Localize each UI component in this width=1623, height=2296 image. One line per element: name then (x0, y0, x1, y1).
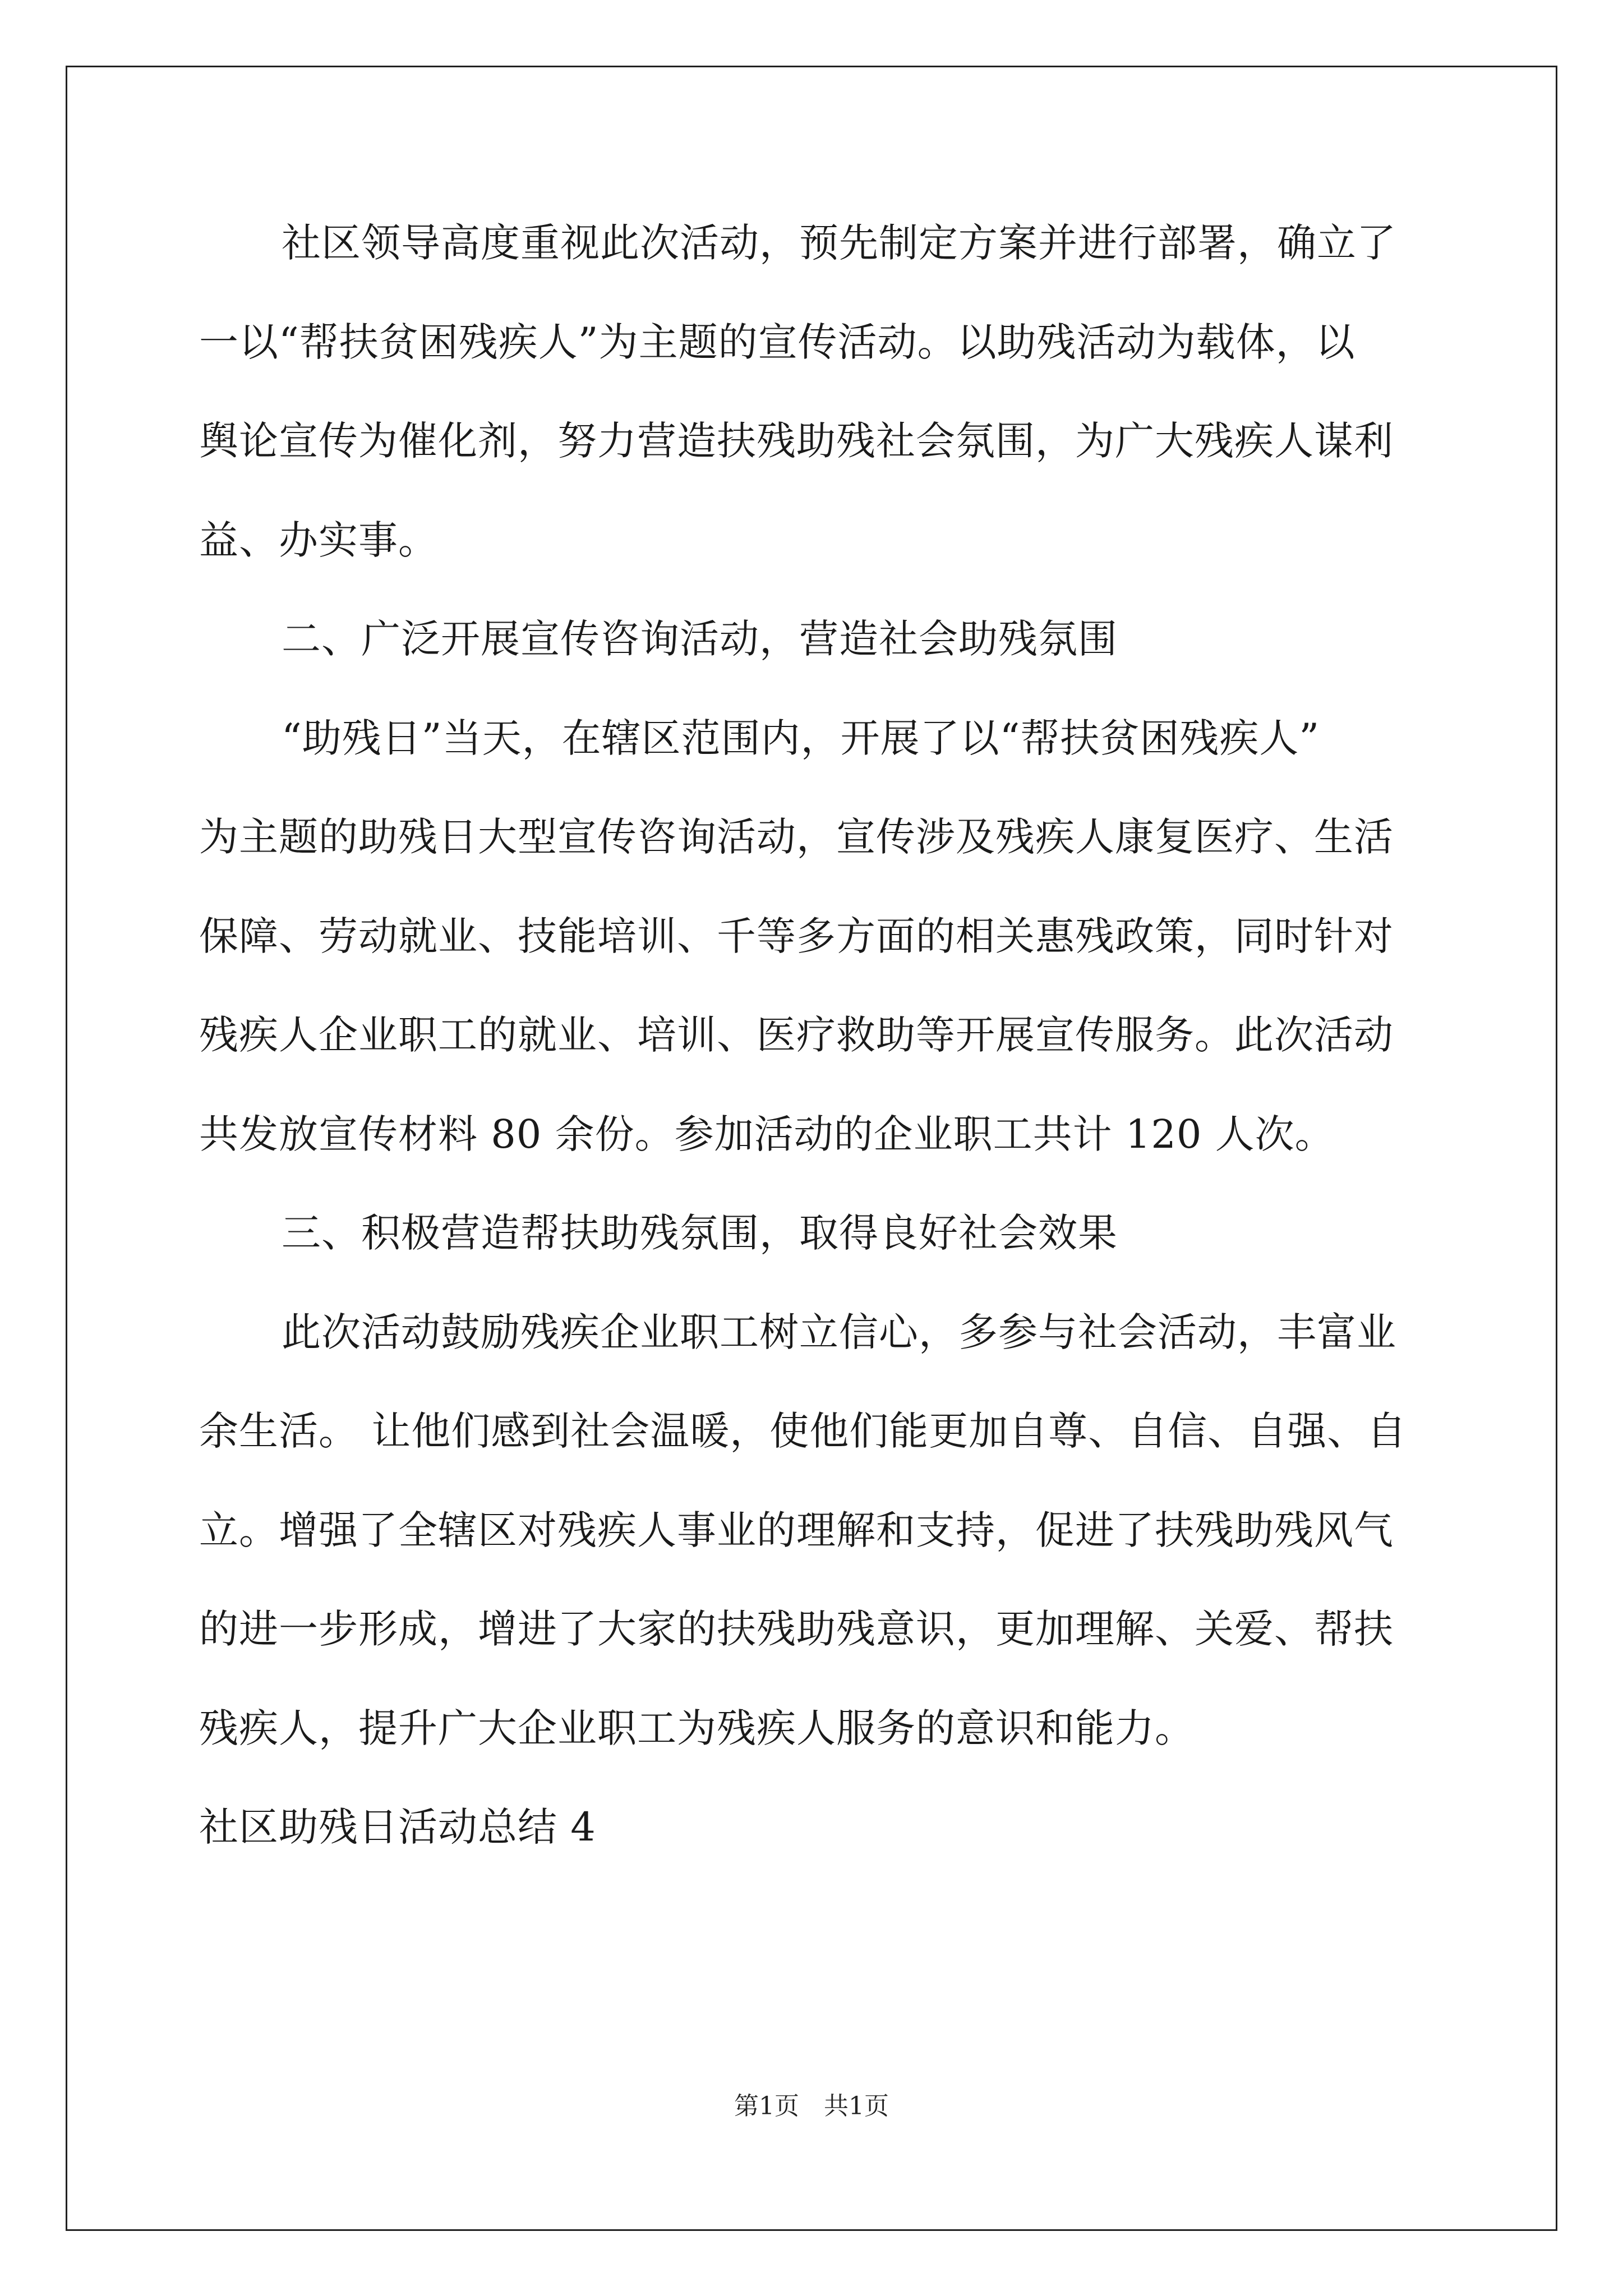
text-line: 立。增强了全辖区对残疾人事业的理解和支持，促进了扶残助残风气 (199, 1507, 1394, 1553)
page-number-footer: 第1页 共1页 (734, 2092, 889, 2120)
text-line: 为主题的助残日大型宣传咨询活动，宣传涉及残疾人康复医疗、生活 (199, 814, 1394, 860)
text-line: 共发放宣传材料 80 余份。参加活动的企业职工共计 120 人次。 (199, 1111, 1335, 1157)
text-line: 此次活动鼓励残疾企业职工树立信心，多参与社会活动，丰富业 (282, 1309, 1396, 1355)
text-line: 舆论宣传为催化剂，努力营造扶残助残社会氛围，为广大残疾人谋利 (199, 418, 1394, 464)
text-line: 益、办实事。 (199, 517, 438, 563)
text-line: 一以“帮扶贫困残疾人”为主题的宣传活动。以助残活动为载体，以 (199, 319, 1355, 365)
text-line: 社区领导高度重视此次活动，预先制定方案并进行部署，确立了 (282, 220, 1396, 266)
section-heading: 二、广泛开展宣传咨询活动，营造社会助残氛围 (282, 616, 1118, 662)
text-line: 余生活。 让他们感到社会温暖，使他们能更加自尊、自信、自强、自 (199, 1408, 1407, 1454)
text-line: 残疾人，提升广大企业职工为残疾人服务的意识和能力。 (199, 1705, 1195, 1751)
document-title: 社区助残日活动总结 4 (199, 1804, 596, 1850)
text-line: 残疾人企业职工的就业、培训、医疗救助等开展宣传服务。此次活动 (199, 1012, 1394, 1058)
text-line: 保障、劳动就业、技能培训、千等多方面的相关惠残政策，同时针对 (199, 913, 1394, 959)
section-heading: 三、积极营造帮扶助残氛围，取得良好社会效果 (282, 1210, 1118, 1256)
text-line: “助残日”当天，在辖区范围内，开展了以“帮扶贫困残疾人” (282, 715, 1320, 761)
document-body (199, 194, 1427, 1877)
text-line: 的进一步形成，增进了大家的扶残助残意识，更加理解、关爱、帮扶 (199, 1606, 1394, 1652)
